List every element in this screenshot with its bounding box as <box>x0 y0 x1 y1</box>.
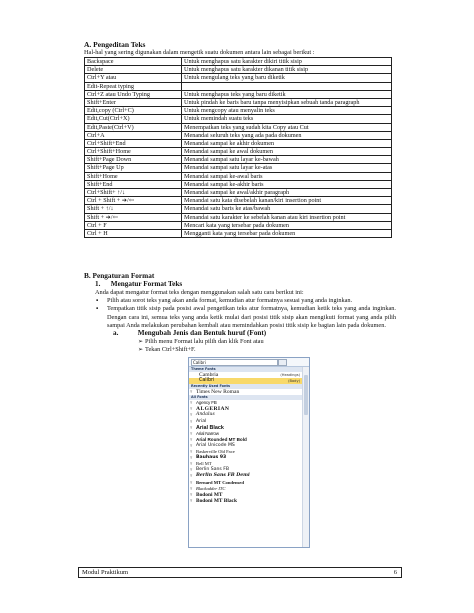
shortcut-key-cell: Ctrl+A <box>85 131 182 139</box>
font-option-label: Blackadder ITC <box>196 485 226 491</box>
shortcut-key-cell: Ctrl + F <box>85 221 182 229</box>
table-row <box>85 164 392 172</box>
table-row <box>85 221 392 229</box>
font-option-label: Bell MT <box>196 461 212 467</box>
shortcut-key-cell: Shift+Home <box>85 172 182 180</box>
subsection-a-heading <box>113 329 266 337</box>
font-list[interactable] <box>189 367 302 547</box>
font-option-label: Arial Rounded MT Bold <box>196 436 247 442</box>
step-text: Pilih menu Format lalu pilih dan klik Font atau <box>145 338 264 345</box>
shortcut-key-cell: Delete <box>85 66 182 74</box>
font-name-input[interactable]: Calibri <box>191 359 278 366</box>
shortcut-description-cell <box>182 82 392 90</box>
shortcut-description-cell: Untuk pindah ke baris baru tanpa menyisipkan sebuah tanda paragraph <box>182 98 392 106</box>
shortcut-key-cell: Ctrl+Z atau Undo Typing <box>85 90 182 98</box>
table-row <box>85 180 392 188</box>
subsection-1-title: Mengatur Format Teks <box>110 280 183 288</box>
shortcut-key-cell: Backspace <box>85 58 182 66</box>
shortcut-description-cell: Untuk memindah suatu teks <box>182 115 392 123</box>
shortcut-key-cell: Ctrl+Y atau <box>85 74 182 82</box>
table-row <box>85 148 392 156</box>
font-option-tag: (Headings) <box>280 373 300 377</box>
arrow-bullet-icon: ➢ <box>138 338 144 345</box>
truetype-icon: Ŧ <box>190 492 193 497</box>
shortcut-description-cell: Untuk mengcopy atau menyalin teks <box>182 107 392 115</box>
shortcut-key-cell: Ctrl + Shift + ➔/⇦ <box>85 197 182 205</box>
shortcut-description-cell: Menandai sampai ke akhir dokumen <box>182 139 392 147</box>
step-text: Tekan Ctrl+Shift+F. <box>145 346 196 353</box>
step-item <box>138 346 196 353</box>
font-option-label: Arial <box>196 418 207 424</box>
table-row <box>85 123 392 131</box>
truetype-icon: Ŧ <box>190 486 193 491</box>
page-number: 6 <box>393 569 397 576</box>
shortcut-description-cell: Mengganti kata yang tersebar pada dokumen <box>182 229 392 237</box>
shortcut-key-cell: Edit,copy (Ctrl+C) <box>85 107 182 115</box>
truetype-icon: Ŧ <box>190 425 193 430</box>
font-toolbar <box>189 358 309 367</box>
shortcut-description-cell: Untuk menghapus satu karakter dikiri titik sisip <box>182 58 392 66</box>
table-row <box>85 74 392 82</box>
arrow-bullet-icon: ➢ <box>138 346 144 353</box>
table-row <box>85 90 392 98</box>
font-option-label: Times New Roman <box>196 389 240 396</box>
shortcut-description-cell: Menandai sampai satu layar ke-bawah <box>182 156 392 164</box>
table-row <box>85 229 392 237</box>
table-row <box>85 131 392 139</box>
shortcut-description-cell: Menandai sampai ke-awal baris <box>182 172 392 180</box>
theme-fonts-header: Theme Fonts <box>189 367 302 372</box>
shortcut-description-cell: Menandai sampai ke awal dokumen <box>182 148 392 156</box>
truetype-icon: Ŧ <box>190 407 193 412</box>
font-option-label: ALGERIAN <box>196 406 230 413</box>
truetype-icon: Ŧ <box>190 480 193 485</box>
shortcut-description-cell: Menandai seluruh teks yang ada pada dokumen <box>182 131 392 139</box>
font-size-box[interactable] <box>278 359 287 366</box>
subsection-a-number: a. <box>113 329 119 337</box>
font-option-label: Berlin Sans FB Demi <box>196 473 250 479</box>
font-option-label: Andalus <box>196 412 215 418</box>
subsection-1-heading <box>95 280 182 288</box>
shortcut-key-cell: Shift + ↑/↓ <box>85 205 182 213</box>
page-footer <box>78 567 402 578</box>
font-option[interactable] <box>189 389 302 395</box>
shortcut-description-cell: Mencari kata yang tersebar pada dokumen <box>182 221 392 229</box>
section-a-intro: Hal-hal yang sering digunakan dalam mengetik suatu dokumen antara lain sebagai berikut : <box>84 49 315 56</box>
shortcut-key-cell: Shift+End <box>85 180 182 188</box>
recent-fonts-header: Recently Used Fonts <box>189 384 302 389</box>
table-row <box>85 172 392 180</box>
table-row <box>85 98 392 106</box>
truetype-icon: Ŧ <box>190 462 193 467</box>
font-option-label: Arial Unicode MS <box>196 442 235 448</box>
truetype-icon: Ŧ <box>190 431 193 436</box>
shortcut-key-cell: Shift+Enter <box>85 98 182 106</box>
bullet-icon: ▪ <box>96 297 99 304</box>
table-row <box>85 107 392 115</box>
table-row <box>85 197 392 205</box>
truetype-icon: Ŧ <box>190 390 193 395</box>
table-row <box>85 189 392 197</box>
font-option-label: Arial Narrow <box>196 430 219 436</box>
shortcut-description-cell: Menandai sampai satu layar ke-atas <box>182 164 392 172</box>
font-option-selected[interactable] <box>189 378 302 384</box>
table-row <box>85 213 392 221</box>
shortcut-key-cell: Shift + ➔/⇦ <box>85 213 182 221</box>
bullet-icon: ▪ <box>96 305 99 312</box>
truetype-icon: Ŧ <box>190 450 193 455</box>
bullet-item <box>96 305 396 331</box>
shortcut-key-cell: Edit,Cut(Ctrl+X) <box>85 115 182 123</box>
shortcut-description-cell: Untuk menghapus satu karakter dikanan titik sisip <box>182 66 392 74</box>
footer-title: Modul Praktikum <box>82 569 129 576</box>
truetype-icon: Ŧ <box>190 437 193 442</box>
truetype-icon: Ŧ <box>190 456 193 461</box>
table-row <box>85 115 392 123</box>
font-option-label: Bauhaus 93 <box>196 455 227 461</box>
all-fonts-list <box>189 400 302 504</box>
shortcut-key-cell: Edit-Repeat typing <box>85 82 182 90</box>
section-a-heading: A. Pengeditan Teks <box>84 40 146 49</box>
truetype-icon: Ŧ <box>190 443 193 448</box>
shortcut-key-cell: Ctrl+Shift+ ↑/↓ <box>85 189 182 197</box>
shortcut-key-cell: Ctrl + H <box>85 229 182 237</box>
table-row <box>85 156 392 164</box>
truetype-icon: Ŧ <box>190 401 193 406</box>
subsection-1-intro: Anda dapat mengatur format teks dengan menggunakan salah satu cara berikut ini: <box>95 289 304 296</box>
shortcut-key-cell: Shift+Page Down <box>85 156 182 164</box>
shortcut-description-cell: Menandai satu kata disebelah kanan/kiri insertion point <box>182 197 392 205</box>
shortcut-description-cell: Untuk menghapus teks yang baru diketik <box>182 90 392 98</box>
truetype-icon: Ŧ <box>190 413 193 418</box>
shortcut-description-cell: Untuk mengulang teks yang baru diketik <box>182 74 392 82</box>
step-item <box>138 338 264 345</box>
font-option[interactable] <box>189 498 302 504</box>
shortcut-key-cell: Ctrl+Shift+End <box>85 139 182 147</box>
shortcut-description-cell: Menandai satu karakter ke sebelah kanan atau kiri insertion point <box>182 213 392 221</box>
shortcut-table <box>84 57 392 238</box>
section-b-heading: B. Pengaturan Format <box>84 271 155 280</box>
table-row <box>85 58 392 66</box>
font-option-label: Baskerville Old Face <box>196 449 235 455</box>
truetype-icon: Ŧ <box>190 468 193 473</box>
shortcut-description-cell: Menandai satu baris ke atas/bawah <box>182 205 392 213</box>
truetype-icon: Ŧ <box>190 419 193 424</box>
font-option-label: Bernard MT Condensed <box>196 479 244 485</box>
truetype-icon: Ŧ <box>190 498 193 503</box>
font-dropdown-screenshot <box>188 357 310 548</box>
table-row <box>85 82 392 90</box>
bullet-text: Tempatkan titik sisip pada posisi awal pengetikan teks atur formatnya, kemudian ketik teks yang anda inginkan. Dengan cara ini, semua teks yang anda ketik mulai dari posisi titik sisip akan mengikuti format yang anda pilih sampai Anda melakukan perubahan kembali atau memindahkan posisi titik sisip ke bagian lain pada dokumen. <box>107 305 396 330</box>
font-option-label: Bodoni MT Black <box>196 497 237 504</box>
shortcut-key-cell: Edit,Paste(Ctrl+V) <box>85 123 182 131</box>
table-row <box>85 139 392 147</box>
subsection-1-number: 1. <box>95 280 101 288</box>
scrollbar-thumb[interactable] <box>304 375 308 415</box>
font-option-label: Berlin Sans FB <box>196 467 230 473</box>
font-option-label: Cambria <box>199 372 219 378</box>
shortcut-description-cell: Menandai sampai ke awal/akhir paragraph <box>182 189 392 197</box>
shortcut-description-cell: Menempatkan teks yang sudah kita Copy atau Cut <box>182 123 392 131</box>
truetype-icon: Ŧ <box>190 474 193 479</box>
font-option-label: Agency FB <box>196 400 217 406</box>
font-option-label: Arial Black <box>196 424 224 431</box>
table-row <box>85 205 392 213</box>
all-fonts-header: All Fonts <box>189 395 302 400</box>
bullet-text: Pilih atau sorot teks yang akan anda format, kemudian atur formatnya sesuai yang anda inginkan. <box>107 297 353 304</box>
table-row <box>85 66 392 74</box>
shortcut-key-cell: Ctrl+Shift+Home <box>85 148 182 156</box>
font-option-label: Calibri <box>199 378 215 384</box>
shortcut-key-cell: Shift+Page Up <box>85 164 182 172</box>
font-option-tag: (Body) <box>288 379 300 384</box>
font-option-label: Bodoni MT <box>196 491 223 498</box>
subsection-a-title: Mengubah Jenis dan Bentuk huruf (Font) <box>137 329 267 337</box>
font-list-scrollbar[interactable] <box>302 367 309 547</box>
shortcut-description-cell: Menandai sampai ke-akhir baris <box>182 180 392 188</box>
